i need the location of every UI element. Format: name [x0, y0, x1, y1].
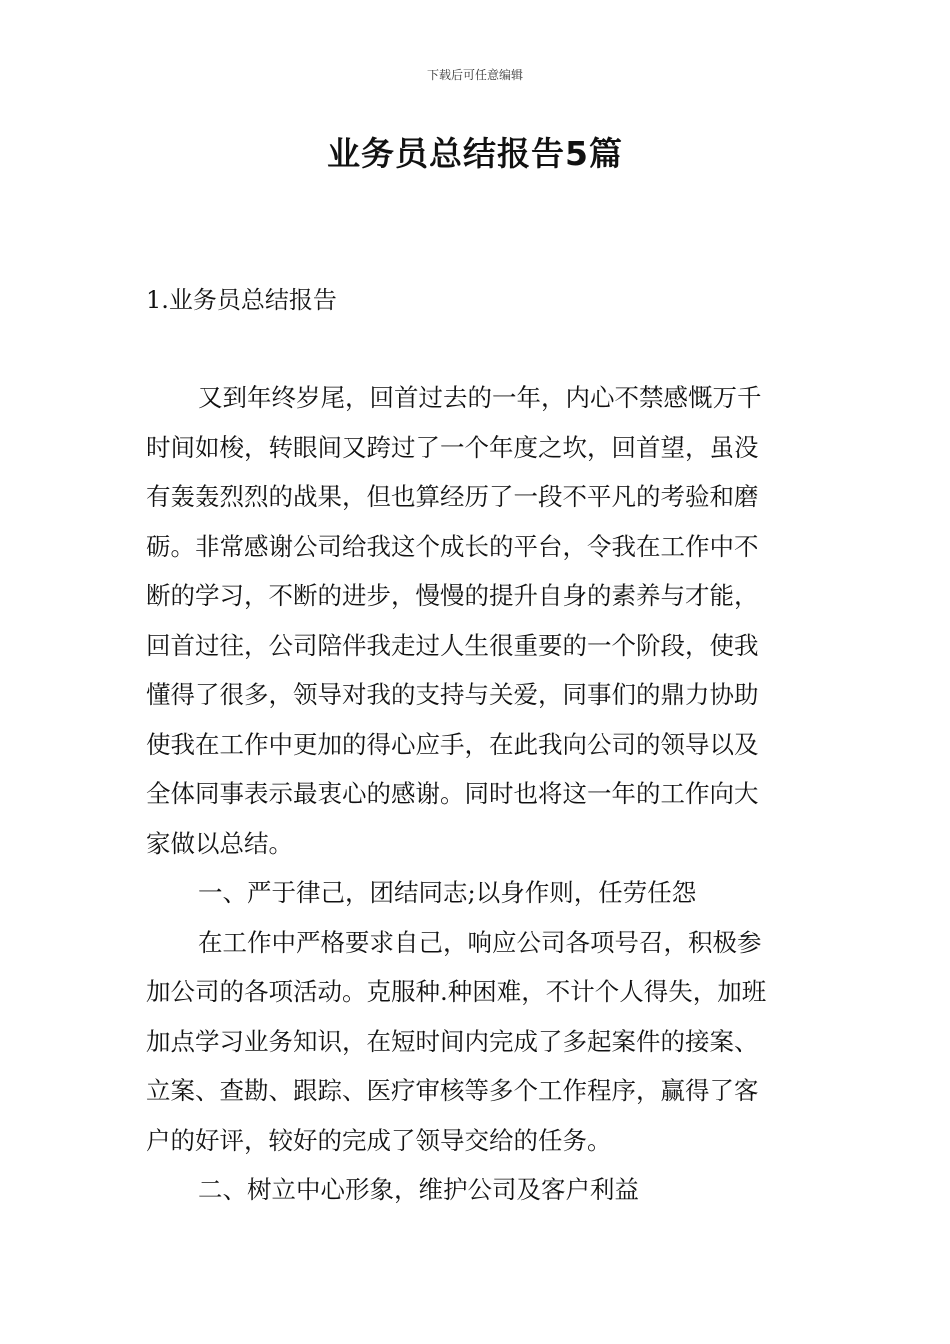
- header-note: 下载后可任意编辑: [426, 68, 523, 82]
- body-line: 户的好评，较好的完成了领导交给的任务。: [146, 1125, 612, 1155]
- body-line: 在工作中严格要求自己，响应公司各项号召，积极参: [198, 927, 762, 957]
- body-line: 砺。非常感谢公司给我这个成长的平台，令我在工作中不: [146, 531, 759, 561]
- body-line: 加公司的各项活动。克服种.种困难，不计个人得失，加班: [146, 977, 767, 1006]
- body-text: [146, 373, 808, 1215]
- section-heading: 1.业务员总结报告: [146, 286, 337, 314]
- body-line: 断的学习，不断的进步，慢慢的提升自身的素养与才能，: [146, 581, 759, 610]
- body-line: 加点学习业务知识，在短时间内完成了多起案件的接案、: [146, 1026, 759, 1056]
- body-line: 有轰轰烈烈的战果，但也算经历了一段不平凡的考验和磨: [146, 482, 759, 511]
- body-line: 全体同事表示最衷心的感谢。同时也将这一年的工作向大: [146, 779, 759, 808]
- body-line: 一、严于律己，团结同志;以身作则，任劳任怨: [198, 878, 697, 907]
- body-line: 时间如梭，转眼间又跨过了一个年度之坎，回首望，虽没: [146, 432, 759, 462]
- body-line: 回首过往，公司陪伴我走过人生很重要的一个阶段，使我: [146, 630, 759, 660]
- body-line: 立案、查勘、跟踪、医疗审核等多个工作程序，赢得了客: [146, 1076, 759, 1105]
- document-title: 业务员总结报告5篇: [327, 134, 623, 173]
- body-line: 又到年终岁尾，回首过去的一年，内心不禁感慨万千: [198, 383, 762, 412]
- body-line: 二、树立中心形象，维护公司及客户利益: [198, 1175, 639, 1204]
- body-line: 家做以总结。: [146, 828, 293, 858]
- body-line: 使我在工作中更加的得心应手，在此我向公司的领导以及: [146, 729, 759, 759]
- body-line: 懂得了很多，领导对我的支持与关爱，同事们的鼎力协助: [146, 680, 759, 709]
